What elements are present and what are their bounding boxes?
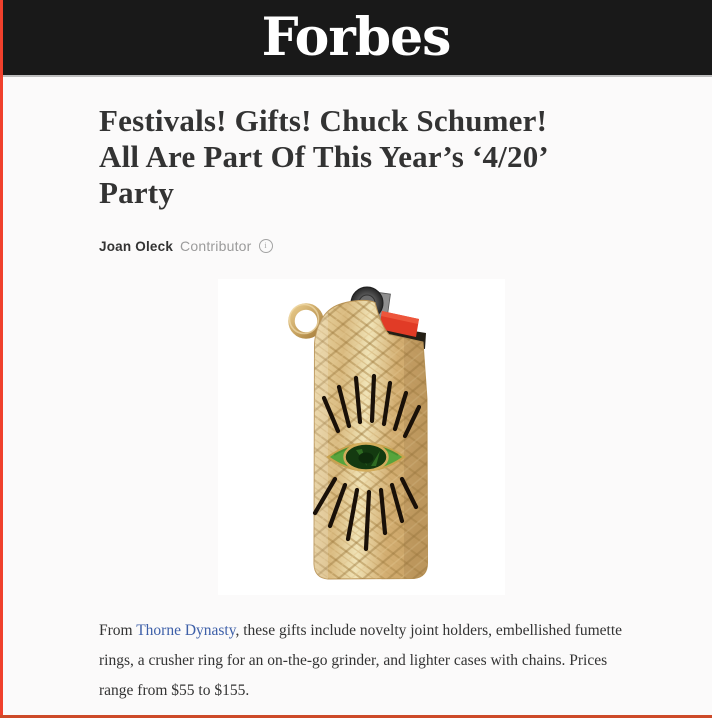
thorne-dynasty-link[interactable]: Thorne Dynasty — [136, 622, 236, 639]
author-name[interactable]: Joan Oleck — [99, 238, 174, 254]
author-role: Contributor — [180, 238, 252, 254]
article-headline — [99, 103, 624, 211]
headline-line-1: Festivals! Gifts! Chuck Schumer! — [99, 103, 548, 138]
paragraph-lead: From — [99, 622, 137, 639]
article-paragraph — [99, 616, 633, 706]
article-content — [0, 103, 712, 706]
keyring-loop-icon — [290, 305, 321, 336]
info-icon[interactable]: i — [259, 239, 273, 253]
product-image-svg — [218, 279, 505, 595]
forbes-header — [0, 0, 712, 77]
paragraph-rest: , these gifts include novelty joint holders, embellished fumette rings, a crusher ring for an on-the-go grinder, and lighter cases with chains. Prices range from $55 to $155. — [99, 622, 623, 699]
headline-line-3: Party — [99, 175, 175, 210]
headline-line-2: All Are Part Of This Year’s ‘4/20’ — [99, 139, 549, 174]
byline — [99, 238, 624, 254]
forbes-logo[interactable]: Forbes — [261, 7, 451, 68]
article-image — [218, 279, 505, 595]
annotation-left-line — [0, 0, 3, 718]
